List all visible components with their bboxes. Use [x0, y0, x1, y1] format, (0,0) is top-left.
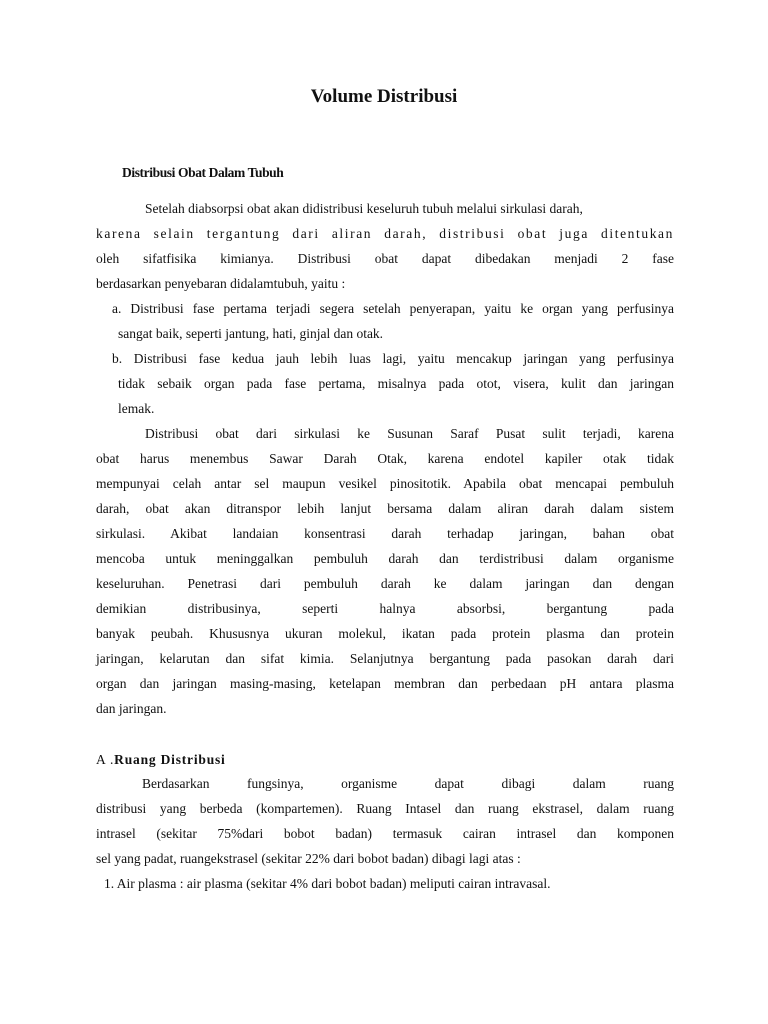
paragraph-line: dan jaringan.	[96, 701, 167, 716]
paragraph-line: Berdasarkan fungsinya, organisme dapat dibagi dalam ruang	[142, 776, 674, 791]
page-title: Volume Distribusi	[310, 86, 458, 107]
paragraph-line: demikian distribusinya, seperti halnya absorbsi, bergantung pada	[96, 601, 674, 616]
section-heading	[96, 752, 674, 768]
paragraph-line: berdasarkan penyebaran didalamtubuh, yaitu :	[96, 276, 346, 291]
section-heading-text: Ruang Distribusi	[114, 752, 226, 767]
paragraph-line: Setelah diabsorpsi obat akan didistribusi keseluruh tubuh melalui sirkulasi darah,	[145, 201, 583, 216]
list-item-continuation: tidak sebaik organ pada fase pertama, misalnya pada otot, visera, kulit dan jaringan	[118, 376, 674, 391]
paragraph-line: organ dan jaringan masing-masing, ketelapan membran dan perbedaan pH antara plasma	[96, 676, 674, 691]
paragraph-line: Distribusi obat dari sirkulasi ke Susunan Saraf Pusat sulit terjadi, karena	[145, 426, 674, 441]
paragraph-line: intrasel (sekitar 75%dari bobot badan) termasuk cairan intrasel dan komponen	[96, 826, 674, 841]
paragraph-line: karena selain tergantung dari aliran darah, distribusi obat juga ditentukan	[96, 226, 674, 241]
paragraph-line: sirkulasi. Akibat landaian konsentrasi darah terhadap jaringan, bahan obat	[96, 526, 674, 541]
paragraph-line: mencoba untuk meninggalkan pembuluh darah dan terdistribusi dalam organisme	[96, 551, 674, 566]
section-prefix: A .	[96, 752, 115, 767]
paragraph-line: keseluruhan. Penetrasi dari pembuluh darah ke dalam jaringan dan dengan	[96, 576, 674, 591]
list-item-continuation: sangat baik, seperti jantung, hati, ginjal dan otak.	[118, 326, 384, 341]
paragraph-line: mempunyai celah antar sel maupun vesikel pinositotik. Apabila obat mencapai pembuluh	[96, 476, 674, 491]
paragraph-line: obat harus menembus Sawar Darah Otak, karena endotel kapiler otak tidak	[96, 451, 674, 466]
paragraph-line: jaringan, kelarutan dan sifat kimia. Selanjutnya bergantung pada pasokan darah dari	[96, 651, 674, 666]
paragraph-line: banyak peubah. Khususnya ukuran molekul, ikatan pada protein plasma dan protein	[96, 626, 674, 641]
list-item: a. Distribusi fase pertama terjadi segera setelah penyerapan, yaitu ke organ yang perfusinya	[112, 301, 674, 316]
paragraph-line: sel yang padat, ruangekstrasel (sekitar 22% dari bobot badan) dibagi lagi atas :	[96, 851, 521, 866]
paragraph-line: darah, obat akan ditranspor lebih lanjut bersama dalam aliran darah dalam sistem	[96, 501, 674, 516]
list-item: b. Distribusi fase kedua jauh lebih luas lagi, yaitu mencakup jaringan yang perfusinya	[112, 351, 674, 366]
numbered-list-item: 1. Air plasma : air plasma (sekitar 4% dari bobot badan) meliputi cairan intravasal.	[104, 876, 551, 891]
paragraph-line: distribusi yang berbeda (kompartemen). Ruang Intasel dan ruang ekstrasel, dalam ruang	[96, 801, 674, 816]
section-subtitle: Distribusi Obat Dalam Tubuh	[122, 165, 284, 180]
paragraph-line: oleh sifatfisika kimianya. Distribusi obat dapat dibedakan menjadi 2 fase	[96, 251, 674, 266]
list-item-continuation: lemak.	[118, 401, 155, 416]
